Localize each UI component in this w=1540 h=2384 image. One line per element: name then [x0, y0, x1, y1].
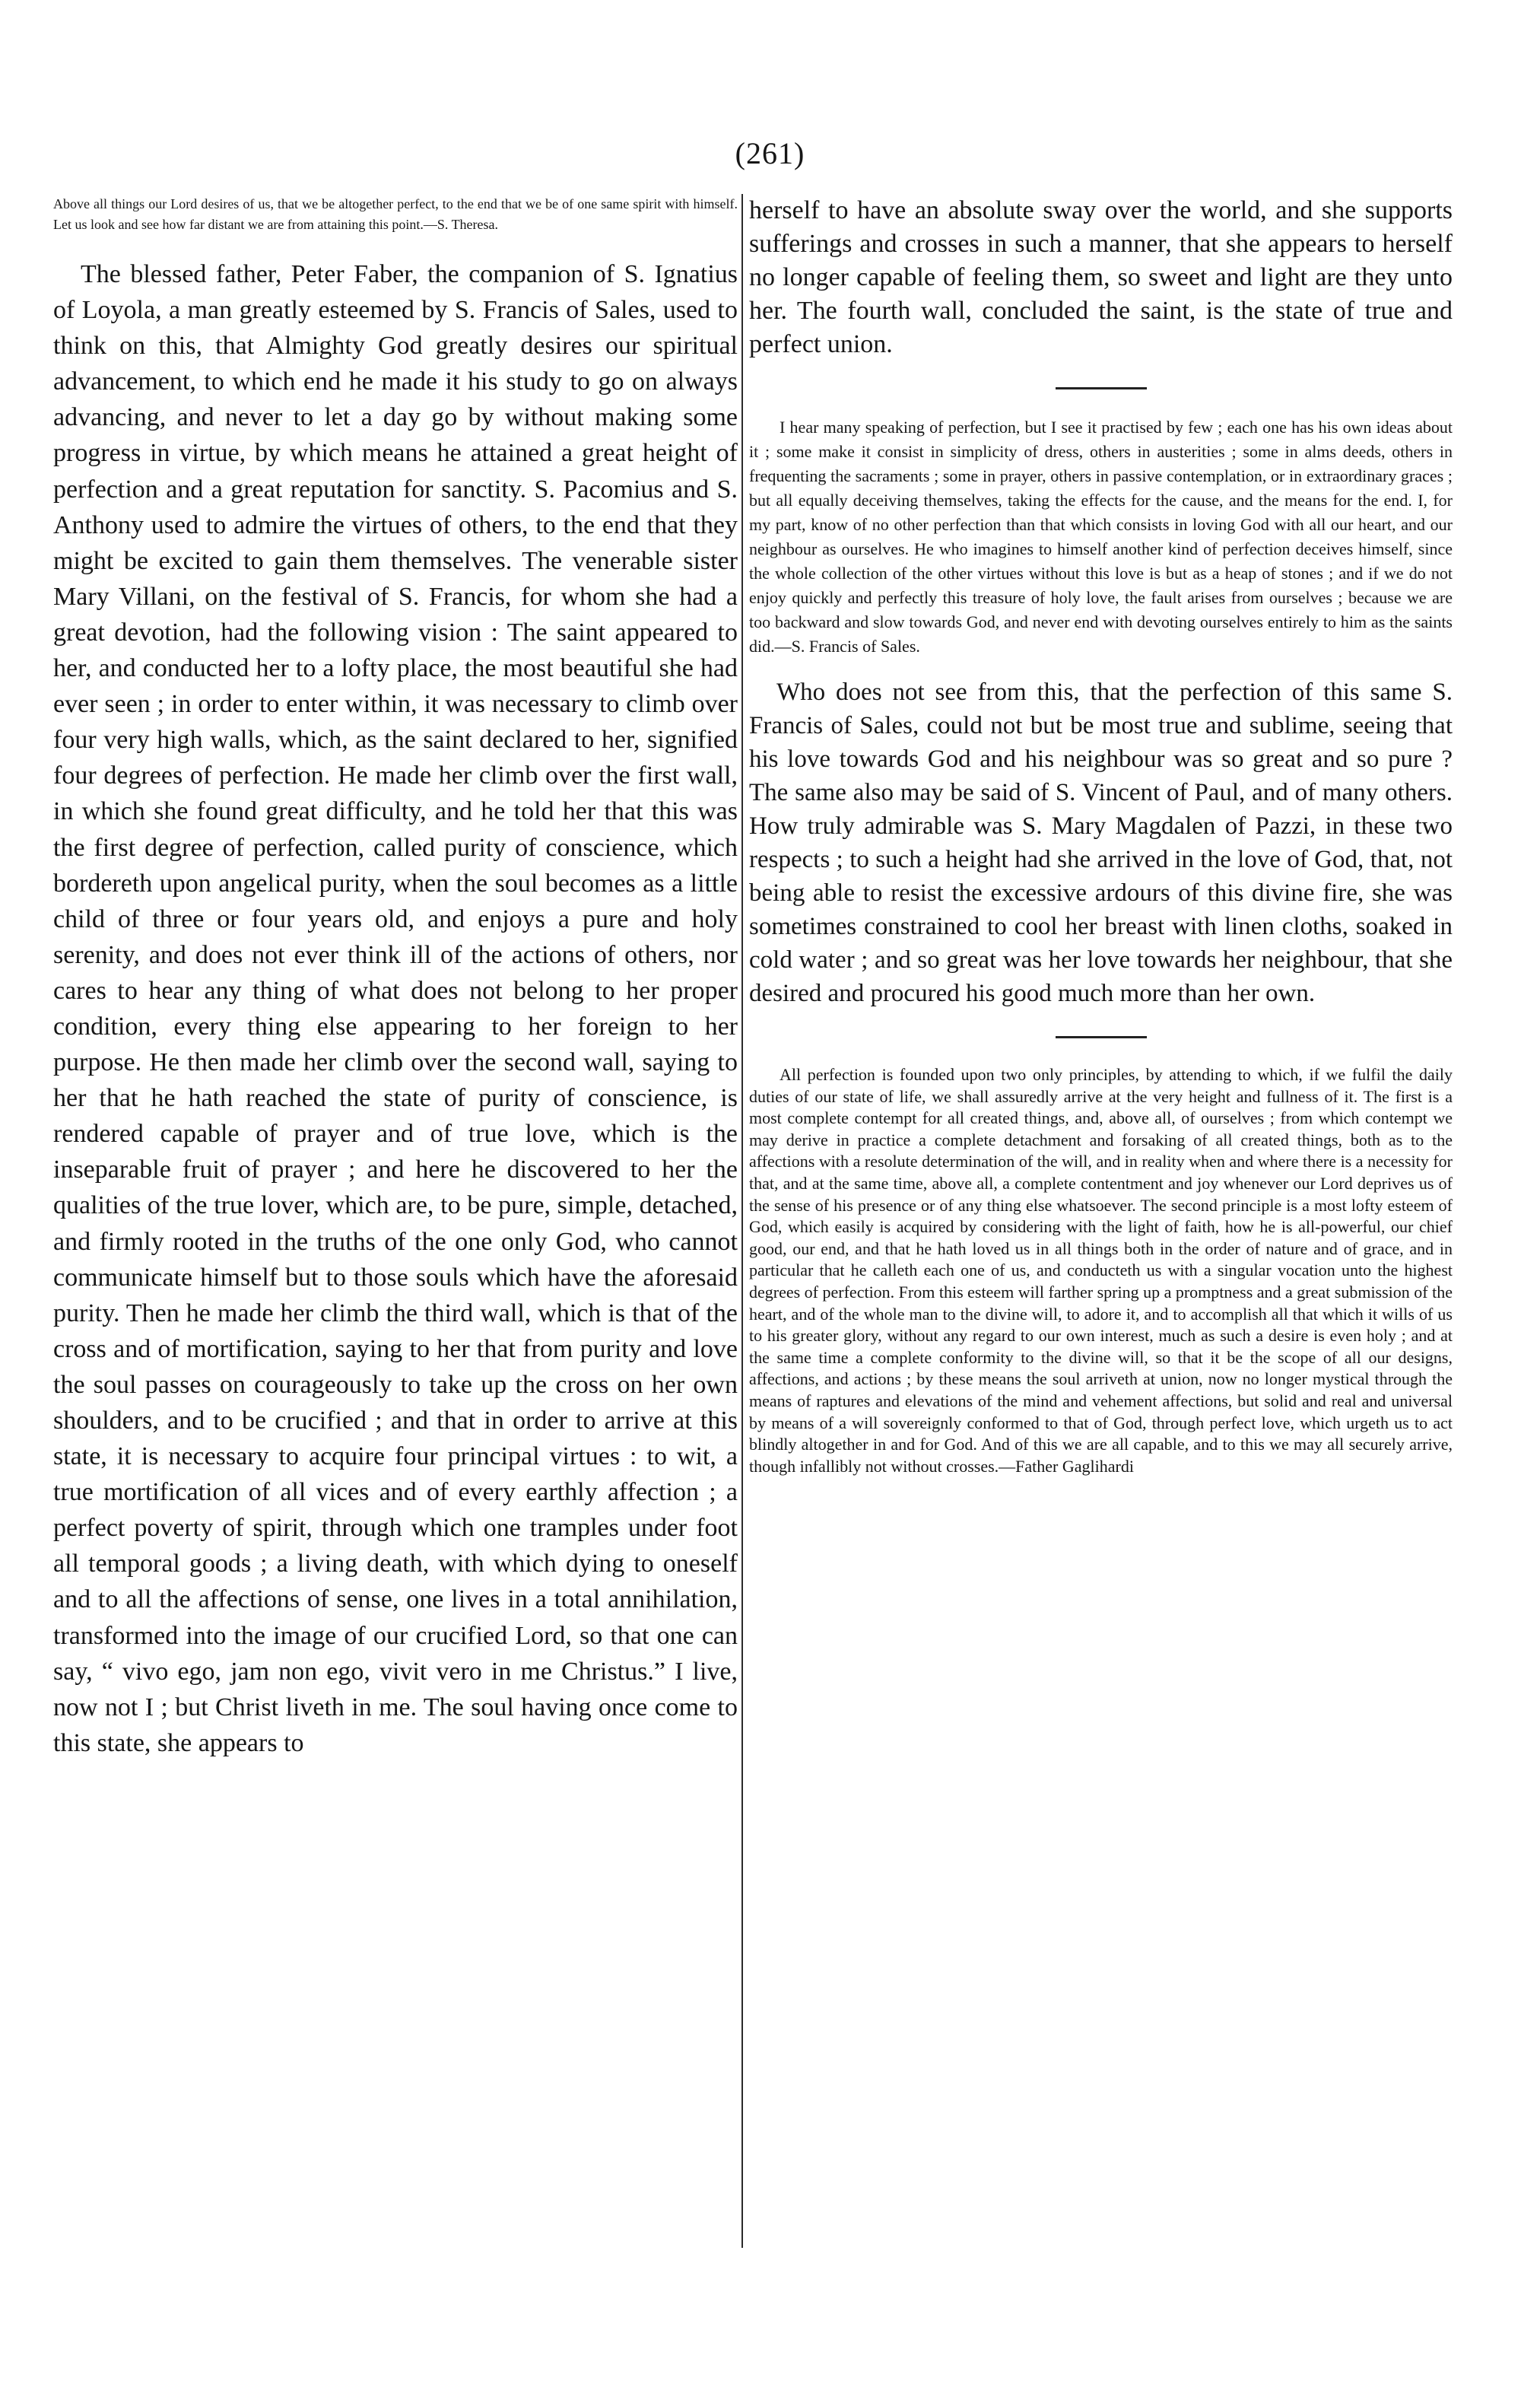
- left-column: [53, 194, 738, 1761]
- column-divider: [741, 194, 743, 2248]
- right-column: [749, 194, 1453, 1477]
- footnote-theresa: Above all things our Lord desires of us, that we be altogether perfect, to the end that we be of one same spirit with himself. Let us look and see how far distant we are from attaining this point.—S. Theresa.: [53, 196, 738, 232]
- right-continuation-text: herself to have an absolute sway over the world, and she supports sufferings and crosses in such a manner, that she appears to herself no longer capable of feeling them, so sweet and light are they unto her. The fourth wall, concluded the saint, is the state of true and perfect union.: [749, 196, 1453, 358]
- right-body-text: Who does not see from this, that the perfection of this same S. Francis of Sales, could not but be most true and sublime, seeing that his love towards God and his neighbour was so great and so pure ? The same also may be said of S. Vincent of Paul, and of many others. How truly admirable was S. Mary Magdalen of Pazzi, in these two respects ; to such a height had she arrived in the love of God, that, not being able to resist the excessive ardours of this divine fire, she was sometimes constrained to cool her breast with linen cloths, soaked in cold water ; and so great was her love towards her neighbour, that she desired and procured his good much more than her own.: [749, 679, 1453, 1007]
- left-body-text: The blessed father, Peter Faber, the companion of S. Ignatius of Loyola, a man greatly esteemed by S. Francis of Sales, used to think on this, that Almighty God greatly desires our spiritual advancement, to which end he made it his study to go on always advancing, and never to let a day go by without making some progress in virtue, by which means he attained a great height of perfection and a great reputation for sanctity. S. Pacomius and S. Anthony used to admire the virtues of others, to the end that they might be excited to gain them themselves. The venerable sister Mary Villani, on the festival of S. Francis, for whom she had a great devotion, had the following vision : The saint appeared to her, and conducted her to a lofty place, the most beautiful she had ever seen ; in order to enter within, it was necessary to climb over four very high walls, which, as the saint declared to her, signified four degrees of perfection. He made her climb over the first wall, in which she found great difficulty, and he told her that this was the first degree of perfection, called purity of conscience, which bordereth upon angelical purity, when the soul becomes as a little child of three or four years old, and enjoys a pure and holy serenity, and does not ever think ill of the actions of others, nor cares to hear any thing of what does not belong to her proper condition, every thing else appearing to her foreign to her purpose. He then made her climb over the second wall, saying to her that he hath reached the state of purity of conscience, is rendered capable of prayer and of true love, which is the inseparable fruit of prayer ; and here he discovered to her the qualities of the true lover, which are, to be pure, simple, detached, and firmly rooted in the truths of the one only God, who cannot communicate himself but to those souls which have the aforesaid purity. Then he made her climb the third wall, which is that of the cross and of mortification, saying to her that from purity and love the soul passes on courageously to take up the cross on her own shoulders, and to be crucified ; and that in order to arrive at this state, it is necessary to acquire four principal virtues : to wit, a true mortification of all vices and of every earthly affection ; a perfect poverty of spirit, through which one tramples under foot all temporal goods ; a living death, with which dying to oneself and to all the affections of sense, one lives in a total annihilation, transformed into the image of our crucified Lord, so that one can say, “ vivo ego, jam non ego, vivit vero in me Christus.” I live, now not I ; but Christ liveth in me. The soul having once come to this state, she appears to: [53, 260, 738, 1757]
- page-number: (261): [735, 136, 805, 170]
- footnote-gaglihardi: All perfection is founded upon two only principles, by attending to which, if we fulfil the daily duties of our state of life, we shall assuredly arrive at the very height and fullness of it. The first is a most complete contempt for all created things, and, above all, of ourselves ; from which contempt we may derive in practice a complete detachment and forsaking of all created things, both as to the affections with a resolute determination of the will, and in reality when and where there is a necessity for that, and at the same time, above all, a complete contentment and joy whenever our Lord deprives us of the sense of his presence or of any thing else whatsoever. The second principle is a most lofty esteem of God, which easily is acquired by considering with the light of faith, how he is all-powerful, our chief good, our end, and that he hath loved us in all things both in the order of nature and of grace, and in particular that he calleth each one of us, and conducteth us with a singular vocation unto the highest degrees of perfection. From this esteem will farther spring up a promptness and a great submission of the heart, and of the whole man to the divine will, to adore it, and to accomplish all that which it wills of us to his greater glory, without any regard to our own interest, much as such a desire is even holy ; and at the same time a complete conformity to the divine will, so that it be the scope of all our designs, affections, and actions ; by these means the soul arriveth at union, now no longer mystical through the means of raptures and elevations of the mind and vehement affections, but solid and real and universal by means of a will sovereignly conformed to that of God, through perfect love, which urgeth us to act blindly altogether in and for God. And of this we are all capable, and to this we may all securely arrive, though infallibly not without crosses.—Father Gaglihardi: [749, 1065, 1453, 1476]
- section-rule-2: [1056, 1036, 1147, 1038]
- footnote-francis-of-sales: I hear many speaking of perfection, but I see it practised by few ; each one has his own ideas about it ; some make it consist in simplicity of dress, others in austerities ; some in alms deeds, others in frequenting the sacraments ; some in prayer, others in passive contemplation, or in extraordinary graces ; but all equally deceiving themselves, taking the effects for the cause, and the means for the end. I, for my part, know of no other perfection than that which consists in loving God with all our heart, and our neighbour as ourselves. He who imagines to himself another kind of perfection deceives himself, since the whole collection of the other virtues without this love is but as a heap of stones ; and if we do not enjoy quickly and perfectly this treasure of holy love, the fault arises from ourselves ; because we are too backward and slow towards God, and never end with devoting ourselves entirely to him as the saints did.—S. Francis of Sales.: [749, 418, 1453, 656]
- section-rule-1: [1056, 387, 1147, 389]
